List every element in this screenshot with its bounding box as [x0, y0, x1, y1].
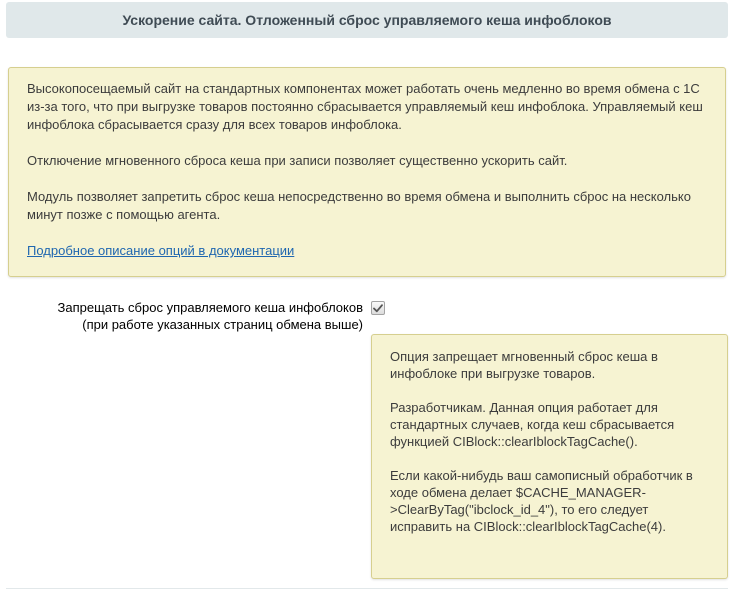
section-title: Ускорение сайта. Отложенный сброс управляемого кеша инфоблоков: [122, 12, 612, 28]
divider: [6, 588, 728, 589]
doc-link-row: [27, 242, 707, 260]
hint-paragraph: Если какой-нибудь ваш самописный обработчик в ходе обмена делает $CACHE_MANAGER->ClearByTag("ibclock_id_4"), то его следует исправить на CIBlock::clearIblockTagCache(4).: [390, 468, 693, 534]
hint-paragraph: Разработчикам. Данная опция работает для стандартных случаев, когда кеш сбрасывается функцией CIBlock::clearIblockTagCache().: [390, 400, 675, 449]
option-row: [0, 296, 736, 336]
option-hint-note: [371, 334, 728, 579]
section-header: [6, 2, 728, 38]
checkmark-icon: [373, 304, 383, 313]
option-label: [58, 299, 364, 333]
disable-cache-reset-checkbox[interactable]: [371, 301, 385, 315]
info-paragraph: Отключение мгновенного сброса кеша при записи позволяет существенно ускорить сайт.: [27, 153, 568, 168]
info-note: [8, 67, 726, 277]
info-paragraph: Модуль позволяет запретить сброс кеша непосредственно во время обмена и выполнить сброс на несколько минут позже с помощью агента.: [27, 189, 691, 222]
option-label-line: Запрещать сброс управляемого кеша инфоблоков: [57, 300, 363, 315]
hint-paragraph: Опция запрещает мгновенный сброс кеша в инфоблоке при выгрузке товаров.: [390, 349, 658, 381]
info-paragraph: Высокопосещаемый сайт на стандартных компонентах может работать очень медленно во время обмена с 1С из-за того, что при выгрузке товаров постоянно сбрасывается управляемый кеш инфоблока. Управляемый кеш инфоблока сбрасывается сразу для всех товаров инфоблока.: [27, 81, 703, 132]
documentation-link[interactable]: Подробное описание опций в документации: [27, 243, 295, 258]
option-label-line: (при работе указанных страниц обмена выше): [82, 317, 363, 332]
